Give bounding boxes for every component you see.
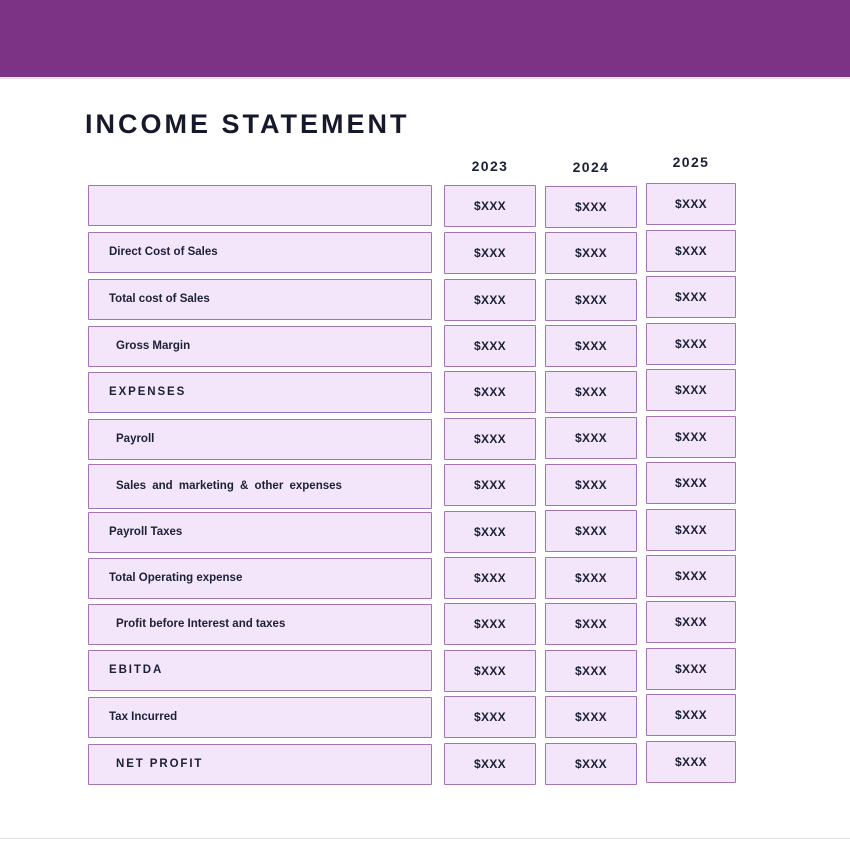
- row-label-cell[interactable]: [88, 232, 432, 273]
- value-text: $XXX: [474, 293, 506, 307]
- row-label-cell[interactable]: [88, 372, 432, 413]
- value-text: $XXX: [474, 664, 506, 678]
- row-label-cell[interactable]: [88, 326, 432, 367]
- value-text: $XXX: [675, 197, 707, 211]
- value-text: $XXX: [575, 339, 607, 353]
- value-cell[interactable]: [444, 371, 536, 413]
- value-cell[interactable]: [545, 371, 637, 413]
- value-text: $XXX: [474, 525, 506, 539]
- value-cell[interactable]: [444, 418, 536, 460]
- row-label-cell[interactable]: [88, 558, 432, 599]
- value-text: $XXX: [575, 524, 607, 538]
- value-cell[interactable]: [646, 230, 736, 272]
- row-label-cell[interactable]: [88, 604, 432, 645]
- row-label-text: EXPENSES: [109, 386, 187, 398]
- value-cell[interactable]: [646, 183, 736, 225]
- value-text: $XXX: [675, 337, 707, 351]
- value-cell[interactable]: [444, 185, 536, 227]
- value-cell[interactable]: [545, 743, 637, 785]
- value-text: $XXX: [474, 246, 506, 260]
- row-label-cell[interactable]: [88, 650, 432, 691]
- value-cell[interactable]: [646, 416, 736, 458]
- row-label-cell[interactable]: [88, 464, 432, 509]
- value-cell[interactable]: [545, 232, 637, 274]
- row-label-cell[interactable]: [88, 512, 432, 553]
- value-text: $XXX: [575, 571, 607, 585]
- column-header-2024: 2024: [572, 159, 610, 175]
- value-text: $XXX: [675, 755, 707, 769]
- row-label-cell[interactable]: [88, 744, 432, 785]
- value-cell[interactable]: [646, 509, 736, 551]
- row-label-text: Sales and marketing & other expenses: [116, 480, 342, 492]
- value-cell[interactable]: [444, 696, 536, 738]
- value-text: $XXX: [575, 664, 607, 678]
- row-label-text: Gross Margin: [116, 340, 191, 352]
- value-cell[interactable]: [646, 741, 736, 783]
- value-text: $XXX: [675, 662, 707, 676]
- value-cell[interactable]: [545, 417, 637, 459]
- value-text: $XXX: [474, 432, 506, 446]
- row-label-text: Tax Incurred: [109, 711, 178, 723]
- value-text: $XXX: [675, 476, 707, 490]
- value-text: $XXX: [675, 430, 707, 444]
- value-cell[interactable]: [646, 648, 736, 690]
- value-cell[interactable]: [545, 696, 637, 738]
- value-cell[interactable]: [545, 464, 637, 506]
- value-text: $XXX: [675, 290, 707, 304]
- value-text: $XXX: [675, 244, 707, 258]
- value-text: $XXX: [675, 523, 707, 537]
- value-cell[interactable]: [646, 369, 736, 411]
- value-text: $XXX: [675, 708, 707, 722]
- value-cell[interactable]: [444, 743, 536, 785]
- value-cell[interactable]: [444, 650, 536, 692]
- value-text: $XXX: [575, 617, 607, 631]
- row-label-text: Payroll: [116, 433, 155, 445]
- row-label-cell[interactable]: [88, 419, 432, 460]
- value-text: $XXX: [474, 617, 506, 631]
- row-label-text: Direct Cost of Sales: [109, 246, 218, 258]
- value-cell[interactable]: [646, 555, 736, 597]
- value-text: $XXX: [675, 569, 707, 583]
- value-text: $XXX: [474, 339, 506, 353]
- value-text: $XXX: [474, 571, 506, 585]
- value-cell[interactable]: [444, 279, 536, 321]
- value-text: $XXX: [575, 246, 607, 260]
- value-cell[interactable]: [444, 325, 536, 367]
- value-cell[interactable]: [444, 464, 536, 506]
- value-text: $XXX: [474, 385, 506, 399]
- value-cell[interactable]: [545, 557, 637, 599]
- row-label-cell[interactable]: [88, 279, 432, 320]
- row-label-text: Profit before Interest and taxes: [116, 618, 286, 630]
- value-text: $XXX: [575, 478, 607, 492]
- value-cell[interactable]: [444, 557, 536, 599]
- row-label-text: Payroll Taxes: [109, 526, 183, 538]
- value-cell[interactable]: [646, 323, 736, 365]
- row-label-text: Total Operating expense: [109, 572, 243, 584]
- value-text: $XXX: [575, 293, 607, 307]
- row-label-cell[interactable]: [88, 697, 432, 738]
- value-cell[interactable]: [545, 510, 637, 552]
- value-cell[interactable]: [646, 276, 736, 318]
- value-cell[interactable]: [444, 511, 536, 553]
- row-label-cell[interactable]: [88, 185, 432, 226]
- value-text: $XXX: [575, 200, 607, 214]
- value-text: $XXX: [575, 757, 607, 771]
- value-cell[interactable]: [646, 694, 736, 736]
- column-header-2023: 2023: [471, 158, 509, 174]
- value-cell[interactable]: [444, 603, 536, 645]
- column-header-2025: 2025: [672, 154, 710, 170]
- page-title: INCOME STATEMENT: [85, 109, 410, 139]
- value-cell[interactable]: [545, 279, 637, 321]
- value-cell[interactable]: [646, 462, 736, 504]
- value-text: $XXX: [675, 615, 707, 629]
- value-text: $XXX: [575, 431, 607, 445]
- row-label-text: Total cost of Sales: [109, 293, 210, 305]
- value-text: $XXX: [474, 757, 506, 771]
- bottom-divider: [0, 838, 850, 839]
- row-label-text: EBITDA: [109, 664, 164, 676]
- value-text: $XXX: [474, 710, 506, 724]
- value-text: $XXX: [675, 383, 707, 397]
- value-text: $XXX: [474, 478, 506, 492]
- value-cell[interactable]: [545, 186, 637, 228]
- value-text: $XXX: [575, 385, 607, 399]
- value-cell[interactable]: [545, 603, 637, 645]
- value-text: $XXX: [575, 710, 607, 724]
- value-cell[interactable]: [646, 601, 736, 643]
- row-label-text: NET PROFIT: [116, 758, 204, 770]
- value-cell[interactable]: [545, 325, 637, 367]
- value-cell[interactable]: [545, 650, 637, 692]
- value-text: $XXX: [474, 199, 506, 213]
- value-cell[interactable]: [444, 232, 536, 274]
